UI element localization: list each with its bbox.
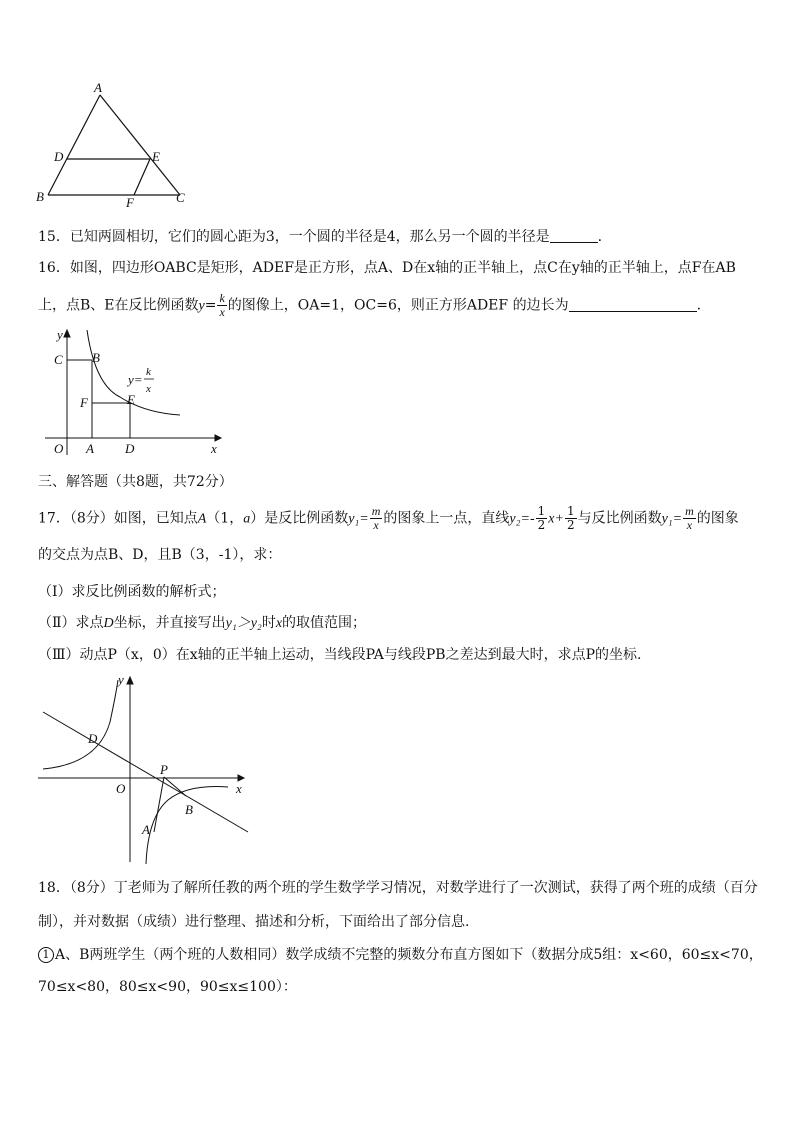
curve-label-x: x (146, 383, 151, 395)
curve-label: y= (128, 372, 143, 387)
question-15: 15．已知两圆相切，它们的圆心距为3，一个圆的半径是4，那么另一个圆的半径是 . (38, 229, 603, 245)
fraction-one-half-2: $\frac{1}{2}$ (566, 504, 575, 532)
question-16-line2: 上，点B、E在反比例函数y= $\frac{k}{x}$ 的图像上，OA=1，OC=6，则正方形ADEF 的边长为 . (38, 291, 702, 319)
label-x: x (236, 781, 242, 796)
label-O: O (54, 441, 64, 456)
label-F: F (126, 195, 134, 210)
y-arrow (127, 677, 133, 684)
label-D: D (54, 149, 64, 164)
label-x: x (211, 441, 217, 456)
label-A: A (142, 822, 150, 837)
question-18-line1: 18．（8分）丁老师为了解所任教的两个班的学生数学学习情况，对数学进行了一次测试，获得了两个班的成绩（百分 (38, 880, 758, 896)
circled-number-1: 1 (38, 947, 54, 963)
question-18-line3: 1 A、B两班学生（两个班的人数相同）数学成绩不完整的频数分布直方图如下（数据分成5组：x<60，60≤x<70， (38, 945, 763, 965)
figure-16 (40, 325, 225, 460)
label-F: F (80, 395, 88, 410)
fraction-k-over-x: $\frac{k}{x}$ (219, 291, 225, 319)
hyperbola-branch-upper (43, 680, 118, 769)
label-C: C (176, 190, 185, 205)
label-B: B (92, 350, 100, 365)
segment-PB (164, 777, 186, 796)
triangle-figure (30, 80, 200, 210)
q16-answer-blank[interactable] (569, 297, 697, 312)
question-17-part3: （Ⅲ）动点P（x，0）在x轴的正半轴上运动，当线段PA与线段PB之差达到最大时，求点P的坐标. (38, 647, 642, 663)
label-E: E (152, 149, 160, 164)
label-B: B (36, 189, 44, 204)
question-17-part1: （Ⅰ）求反比例函数的解析式； (38, 584, 226, 600)
section-title: 三、解答题（共8题，共72分） (38, 474, 233, 490)
label-y: y (57, 327, 63, 342)
question-18-line2: 制），并对数据（成绩）进行整理、描述和分析，下面给出了部分信息. (38, 914, 470, 930)
fraction-one-half: $\frac{1}{2}$ (537, 504, 546, 532)
label-A: A (86, 441, 94, 456)
label-y: y (118, 672, 124, 687)
label-P: P (160, 762, 168, 777)
question-17-part2: （Ⅱ）求点D坐标，并直接写出y₁＞y₂时x的取值范围； (38, 615, 367, 631)
label-C: C (54, 352, 63, 367)
fraction-m-over-x-2: $\frac{m}{x}$ (685, 504, 694, 532)
line-y2 (43, 712, 248, 832)
y-arrow (64, 330, 70, 337)
question-17-line2: 的交点为点B、D，且B（3，-1），求： (38, 547, 282, 563)
label-B: B (185, 802, 193, 817)
q15-text: 15．已知两圆相切，它们的圆心距为3，一个圆的半径是4，那么另一个圆的半径是 (38, 229, 550, 245)
square-ADEF (92, 403, 130, 438)
label-D: D (125, 441, 135, 456)
label-D: D (88, 731, 98, 746)
question-16-line1: 16．如图，四边形OABC是矩形，ADEF是正方形，点A、D在x轴的正半轴上，点C在y轴的正半轴上，点F在AB (38, 260, 736, 276)
label-E: E (127, 392, 135, 407)
q15-answer-blank[interactable] (550, 228, 598, 243)
label-O: O (116, 781, 126, 796)
figure-17 (38, 672, 253, 867)
segment-PA (154, 777, 164, 832)
question-18-line4: 70≤x<80，80≤x<90，90≤x≤100）： (38, 979, 297, 995)
question-17-line1: 17．（8分）如图，已知点A（1，a）是反比例函数y₁= $\frac{m}{x}$ 的图象上一点，直线y₂=- $\frac{1}{2}$ x+ $\frac{1}{2}$ 与反比例函数y₁= $\frac{m}{x}$ 的图象 (38, 504, 739, 532)
hyperbola-branch-lower (146, 787, 228, 864)
label-A: A (94, 80, 102, 95)
fraction-m-over-x: $\frac{m}{x}$ (371, 504, 381, 532)
curve-label-k: k (146, 366, 151, 378)
triangle-lines (48, 95, 180, 195)
